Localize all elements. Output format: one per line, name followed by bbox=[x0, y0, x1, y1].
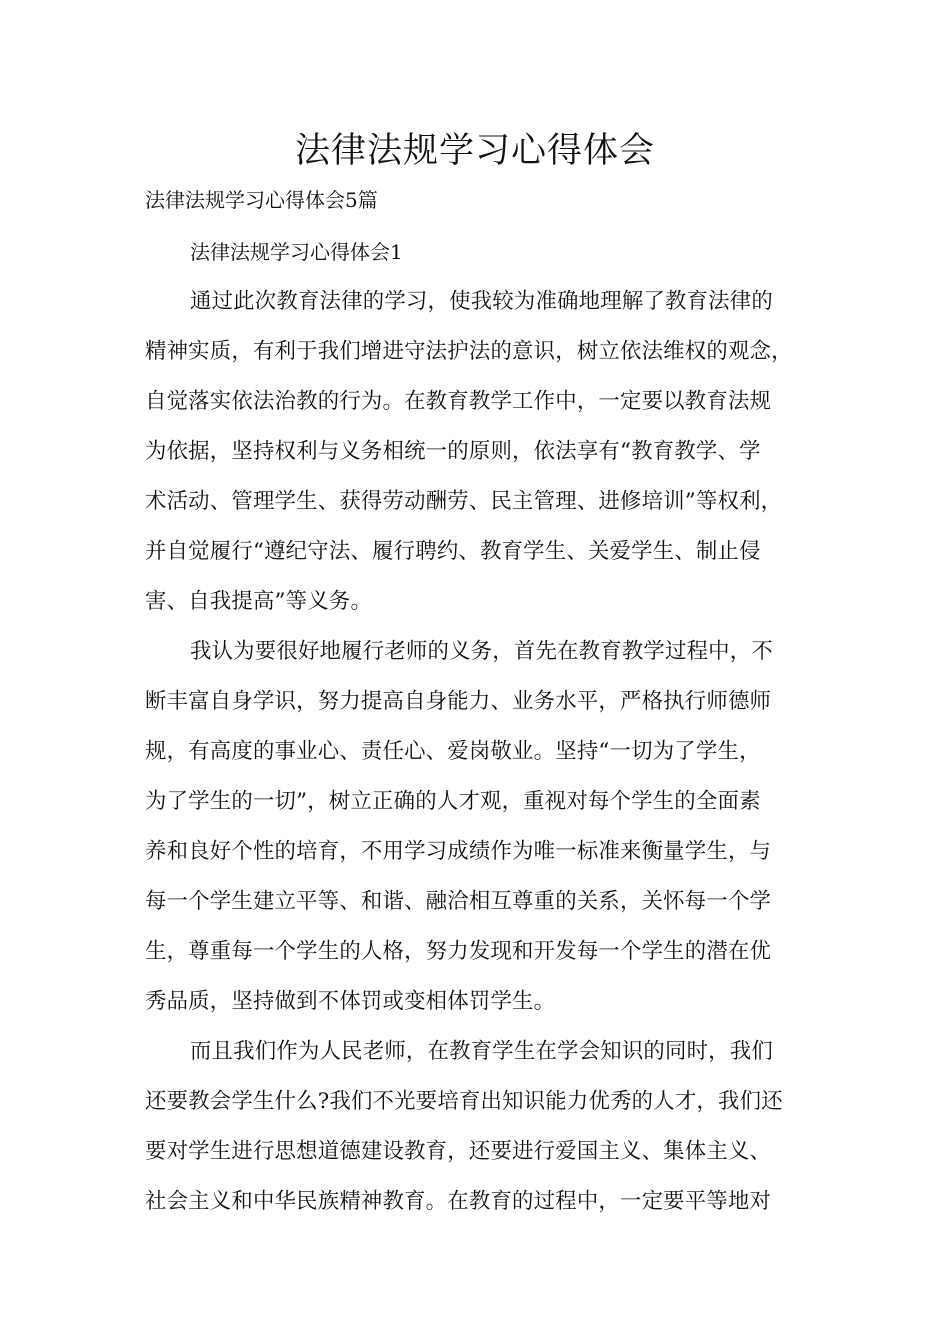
document-subtitle: 法律法规学习心得体会5篇 bbox=[145, 188, 378, 212]
text-line: 为依据，坚持权利与义务相统一的原则，依法享有“教育教学、学 bbox=[145, 439, 761, 464]
text-line: 断丰富自身学识，努力提高自身能力、业务水平，严格执行师德师 bbox=[145, 689, 772, 714]
text-line: 害、自我提高”等义务。 bbox=[145, 589, 373, 614]
text-line: 我认为要很好地履行老师的义务，首先在教育教学过程中，不 bbox=[190, 639, 773, 664]
section-heading: 法律法规学习心得体会1 bbox=[190, 240, 403, 264]
document-title: 法律法规学习心得体会 bbox=[294, 131, 655, 171]
paragraph-3 bbox=[145, 1032, 805, 1232]
text-line: 社会主义和中华民族精神教育。在教育的过程中，一定要平等地对 bbox=[145, 1189, 772, 1214]
text-line: 养和良好个性的培育，不用学习成绩作为唯一标准来衡量学生，与 bbox=[145, 839, 772, 864]
text-line: 精神实质，有利于我们增进守法护法的意识，树立依法维权的观念， bbox=[145, 339, 793, 364]
text-line: 通过此次教育法律的学习，使我较为准确地理解了教育法律的 bbox=[190, 289, 773, 314]
text-line: 为了学生的一切”，树立正确的人才观，重视对每个学生的全面素 bbox=[145, 789, 761, 814]
text-line: 并自觉履行“遵纪守法、履行聘约、教育学生、关爱学生、制止侵 bbox=[145, 539, 761, 564]
text-line: 还要教会学生什么?我们不光要培育出知识能力优秀的人才，我们还 bbox=[145, 1089, 783, 1114]
text-line: 秀品质，坚持做到不体罚或变相体罚学生。 bbox=[145, 989, 556, 1014]
text-line: 而且我们作为人民老师，在教育学生在学会知识的同时，我们 bbox=[190, 1039, 773, 1064]
text-line: 自觉落实依法治教的行为。在教育教学工作中，一定要以教育法规 bbox=[145, 389, 772, 414]
text-line: 规，有高度的事业心、责任心、爱岗敬业。坚持“一切为了学生， bbox=[145, 739, 761, 764]
text-line: 术活动、管理学生、获得劳动酬劳、民主管理、进修培训”等权利， bbox=[145, 489, 783, 514]
paragraph-2 bbox=[145, 632, 805, 1032]
text-line: 要对学生进行思想道德建设教育，还要进行爱国主义、集体主义、 bbox=[145, 1139, 772, 1164]
body-text bbox=[145, 282, 805, 1232]
paragraph-1 bbox=[145, 282, 805, 632]
text-line: 每一个学生建立平等、和谐、融洽相互尊重的关系，关怀每一个学 bbox=[145, 889, 772, 914]
text-line: 生，尊重每一个学生的人格，努力发现和开发每一个学生的潜在优 bbox=[145, 939, 772, 964]
